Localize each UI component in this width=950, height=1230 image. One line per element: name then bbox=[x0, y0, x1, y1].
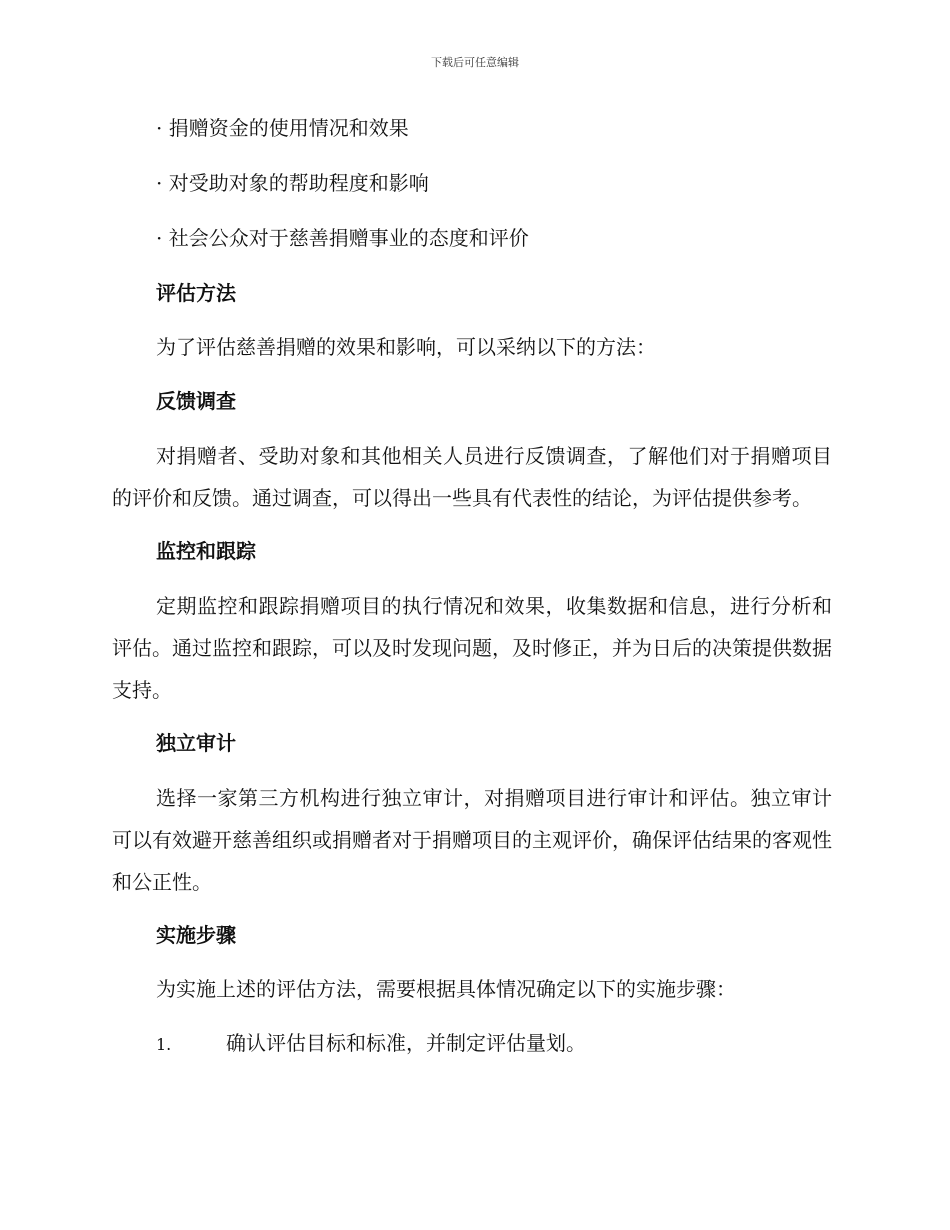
paragraph: 选择一家第三方机构进行独立审计，对捐赠项目进行审计和评估。独立审计可以有效避开慈善组织或捐赠者对于捐赠项目的主观评价，确保评估结果的客观性和公正性。 bbox=[112, 786, 832, 894]
paragraph: 为了评估慈善捐赠的效果和影响，可以采纳以下的方法： bbox=[156, 335, 656, 359]
paragraph: 定期监控和跟踪捐赠项目的执行情况和效果，收集数据和信息，进行分析和评估。通过监控和跟踪，可以及时发现问题，及时修正，并为日后的决策提供数据支持。 bbox=[112, 594, 832, 702]
page-header: 下载后可任意编辑 bbox=[431, 56, 519, 69]
list-number: 1. bbox=[156, 1035, 172, 1054]
section-heading: 实施步骤 bbox=[156, 923, 236, 947]
section-heading: 独立审计 bbox=[156, 731, 236, 755]
numbered-item bbox=[112, 1023, 832, 1063]
section-heading: 监控和跟踪 bbox=[156, 539, 256, 563]
section-heading: 评估方法 bbox=[156, 281, 236, 305]
bullet-item: · 对受助对象的帮助程度和影响 bbox=[156, 171, 429, 195]
section-heading: 反馈调查 bbox=[156, 389, 236, 413]
list-item-text: 确认评估目标和标准，并制定评估量划。 bbox=[226, 1031, 586, 1055]
document-body bbox=[112, 108, 832, 1063]
paragraph: 为实施上述的评估方法，需要根据具体情况确定以下的实施步骤： bbox=[156, 977, 736, 1001]
bullet-item: · 社会公众对于慈善捐赠事业的态度和评价 bbox=[156, 226, 529, 250]
bullet-item: · 捐赠资金的使用情况和效果 bbox=[156, 116, 409, 140]
paragraph: 对捐赠者、受助对象和其他相关人员进行反馈调查，了解他们对于捐赠项目的评价和反馈。通过调查，可以得出一些具有代表性的结论，为评估提供参考。 bbox=[112, 444, 832, 510]
